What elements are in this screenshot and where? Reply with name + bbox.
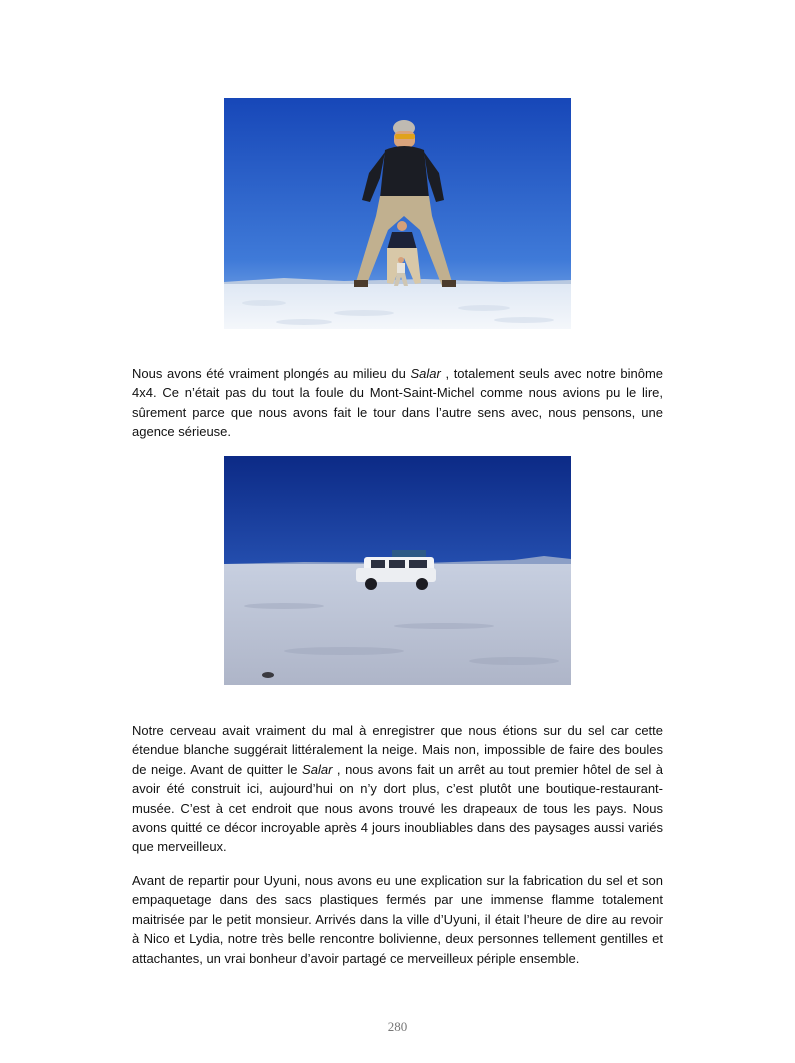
photo-salar-4x4 xyxy=(224,456,571,685)
paragraph-2: Notre cerveau avait vraiment du mal à enregistrer que nous étions sur du sel car cette étendue blanche suggérait littéralement la neige. Mais non, impossible de faire des boules de neige. Avant de quitter le Salar , nous avons fait un arrêt au tout premier hôtel de sel à avoir été construit ici, aujourd’hui on n’y dort plus, c’est plutôt une boutique-restaurant-musée. C’est à cet endroit que nous avons trouvé les drapeaux de tous les pays. Nous avons quitté ce décor incroyable après 4 jours inoubliables dans des paysages aussi variés que merveilleux. xyxy=(132,723,663,855)
salar-italic: Salar xyxy=(410,366,441,381)
salar-italic: Salar xyxy=(302,761,333,777)
paragraph-1: Nous avons été vraiment plongés au milieu du Salar , totalement seuls avec notre binôme 4x4. Ce n’était pas du tout la foule du Mont-Saint-Michel comme nous avions pu le lire, sûrement parce que nous avons fait le tour dans l’autre sens avec, nous pensons, une agence sérieuse. xyxy=(132,366,664,440)
photo-salar-perspective xyxy=(224,98,571,329)
paragraph-3: Avant de repartir pour Uyuni, nous avons eu une explication sur la fabrication du sel et son empaquetage dans des sacs plastiques fermés par une immense flamme totalement maitrisée par le petit monsieur. Arrivés dans la ville d’Uyuni, il était l’heure de dire au revoir à Nico et Lydia, notre très belle rencontre bolivienne, deux personnes tellement gentilles et attachantes, un vrai bonheur d’avoir partagé ce merveilleux périple ensemble. xyxy=(132,873,663,966)
page-number: 280 xyxy=(387,1019,408,1034)
